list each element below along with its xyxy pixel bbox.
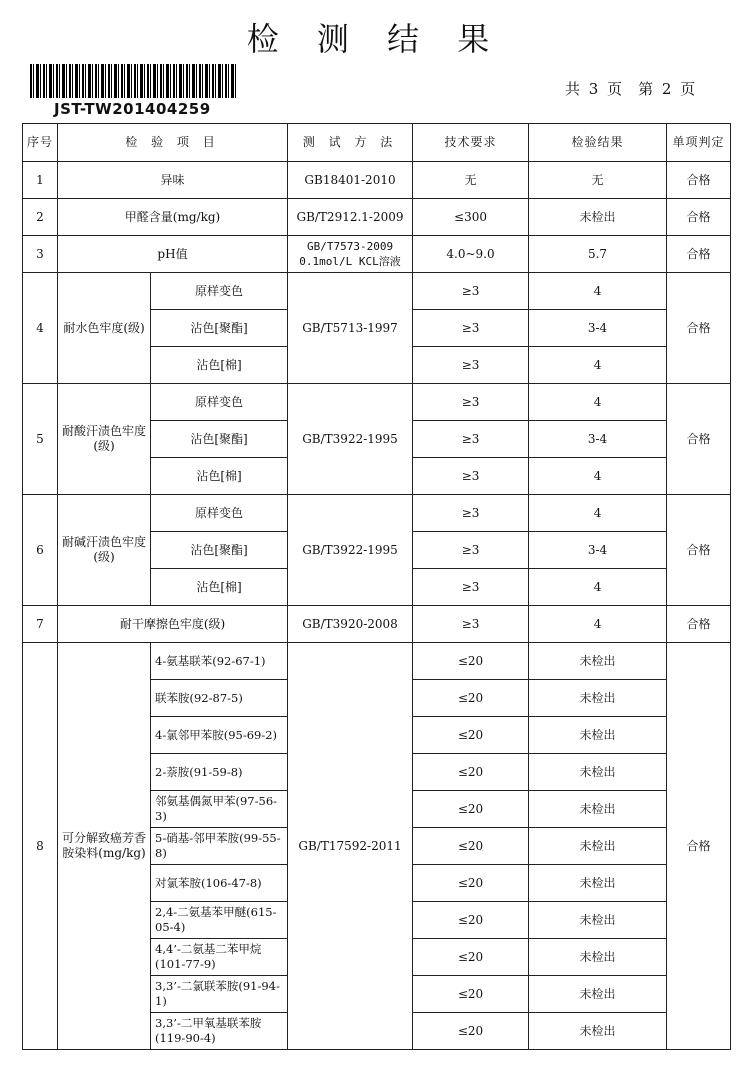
sub-result: 未检出 bbox=[529, 717, 667, 754]
sub-result: 未检出 bbox=[529, 902, 667, 939]
group-method: GB/T5713-1997 bbox=[288, 273, 413, 384]
group-item: 耐碱汗渍色牢度(级) bbox=[58, 495, 151, 606]
row-method bbox=[288, 236, 413, 273]
results-table bbox=[22, 123, 731, 1050]
table-header-row bbox=[23, 124, 731, 162]
sub-item: 沾色[聚酯] bbox=[151, 532, 288, 569]
sub-item: 沾色[聚酯] bbox=[151, 310, 288, 347]
sub-result: 未检出 bbox=[529, 828, 667, 865]
sub-result: 3-4 bbox=[529, 532, 667, 569]
page-indicator bbox=[565, 78, 697, 99]
group-verdict: 合格 bbox=[667, 384, 731, 495]
sub-item: 沾色[棉] bbox=[151, 458, 288, 495]
sub-result: 未检出 bbox=[529, 1013, 667, 1050]
group-no: 4 bbox=[23, 273, 58, 384]
sub-requirement: ≤20 bbox=[413, 828, 529, 865]
row-verdict: 合格 bbox=[667, 606, 731, 643]
table-row bbox=[23, 199, 731, 236]
row-method: GB/T2912.1-2009 bbox=[288, 199, 413, 236]
dye-item: 2-萘胺(91-59-8) bbox=[151, 754, 288, 791]
group-no: 6 bbox=[23, 495, 58, 606]
sub-result: 3-4 bbox=[529, 421, 667, 458]
sub-requirement: ≤20 bbox=[413, 902, 529, 939]
row-no: 2 bbox=[23, 199, 58, 236]
dye-item: 5-硝基-邻甲苯胺(99-55-8) bbox=[151, 828, 288, 865]
row-item: 异味 bbox=[58, 162, 288, 199]
sub-requirement: ≥3 bbox=[413, 347, 529, 384]
sub-item: 沾色[棉] bbox=[151, 347, 288, 384]
sub-result: 未检出 bbox=[529, 791, 667, 828]
table-row bbox=[23, 162, 731, 199]
row-requirement: 无 bbox=[413, 162, 529, 199]
row-item: pH值 bbox=[58, 236, 288, 273]
sub-result: 3-4 bbox=[529, 310, 667, 347]
dye-item: 4-氯邻甲苯胺(95-69-2) bbox=[151, 717, 288, 754]
sub-item: 沾色[棉] bbox=[151, 569, 288, 606]
sub-result: 未检出 bbox=[529, 939, 667, 976]
sub-result: 4 bbox=[529, 569, 667, 606]
row-method: GB18401-2010 bbox=[288, 162, 413, 199]
sub-result: 未检出 bbox=[529, 680, 667, 717]
report-number: JST-TW201404259 bbox=[54, 100, 211, 118]
group-method: GB/T17592-2011 bbox=[288, 643, 413, 1050]
col-header-no: 序号 bbox=[23, 124, 58, 162]
sub-requirement: ≤20 bbox=[413, 976, 529, 1013]
sub-result: 4 bbox=[529, 384, 667, 421]
row-result: 无 bbox=[529, 162, 667, 199]
sub-requirement: ≤20 bbox=[413, 865, 529, 902]
sub-requirement: ≤20 bbox=[413, 754, 529, 791]
sub-item: 原样变色 bbox=[151, 495, 288, 532]
row-item: 甲醛含量(mg/kg) bbox=[58, 199, 288, 236]
group-item: 耐酸汗渍色牢度(级) bbox=[58, 384, 151, 495]
table-row bbox=[23, 384, 731, 421]
group-item: 耐水色牢度(级) bbox=[58, 273, 151, 384]
sub-result: 未检出 bbox=[529, 865, 667, 902]
col-header-verdict: 单项判定 bbox=[667, 124, 731, 162]
sub-requirement: ≥3 bbox=[413, 569, 529, 606]
sub-result: 4 bbox=[529, 495, 667, 532]
row-no: 1 bbox=[23, 162, 58, 199]
sub-requirement: ≤20 bbox=[413, 680, 529, 717]
sub-requirement: ≥3 bbox=[413, 310, 529, 347]
sub-item: 原样变色 bbox=[151, 273, 288, 310]
dye-item: 联苯胺(92-87-5) bbox=[151, 680, 288, 717]
sub-requirement: ≥3 bbox=[413, 421, 529, 458]
table-row bbox=[23, 236, 731, 273]
row-method: GB/T3920-2008 bbox=[288, 606, 413, 643]
group-no: 5 bbox=[23, 384, 58, 495]
dye-item: 3,3’-二氯联苯胺(91-94-1) bbox=[151, 976, 288, 1013]
sub-result: 4 bbox=[529, 458, 667, 495]
sub-requirement: ≤20 bbox=[413, 791, 529, 828]
sub-requirement: ≥3 bbox=[413, 384, 529, 421]
row-verdict: 合格 bbox=[667, 236, 731, 273]
sub-item: 沾色[聚酯] bbox=[151, 421, 288, 458]
dye-item: 2,4-二氨基苯甲醚(615-05-4) bbox=[151, 902, 288, 939]
group-verdict: 合格 bbox=[667, 495, 731, 606]
row-result: 5.7 bbox=[529, 236, 667, 273]
dye-item: 对氯苯胺(106-47-8) bbox=[151, 865, 288, 902]
page-title: 检 测 结 果 bbox=[246, 20, 504, 58]
row-no: 3 bbox=[23, 236, 58, 273]
table-row bbox=[23, 606, 731, 643]
table-row bbox=[23, 273, 731, 310]
dye-item: 3,3’-二甲氧基联苯胺(119-90-4) bbox=[151, 1013, 288, 1050]
method-line-1: GB/T7573-2009 bbox=[306, 240, 394, 253]
sub-result: 4 bbox=[529, 273, 667, 310]
group-verdict: 合格 bbox=[667, 643, 731, 1050]
group-method: GB/T3922-1995 bbox=[288, 495, 413, 606]
row-verdict: 合格 bbox=[667, 162, 731, 199]
sub-result: 未检出 bbox=[529, 643, 667, 680]
row-no: 7 bbox=[23, 606, 58, 643]
sub-result: 未检出 bbox=[529, 754, 667, 791]
row-requirement: 4.0~9.0 bbox=[413, 236, 529, 273]
group-verdict: 合格 bbox=[667, 273, 731, 384]
sub-requirement: ≥3 bbox=[413, 532, 529, 569]
sub-requirement: ≤20 bbox=[413, 939, 529, 976]
row-requirement: ≤300 bbox=[413, 199, 529, 236]
sub-requirement: ≥3 bbox=[413, 495, 529, 532]
row-item: 耐干摩擦色牢度(级) bbox=[58, 606, 288, 643]
dye-item: 4,4’-二氨基二苯甲烷(101-77-9) bbox=[151, 939, 288, 976]
page-current: 第 2 页 bbox=[638, 80, 698, 98]
col-header-result: 检验结果 bbox=[529, 124, 667, 162]
sub-requirement: ≥3 bbox=[413, 273, 529, 310]
row-verdict: 合格 bbox=[667, 199, 731, 236]
sub-item: 原样变色 bbox=[151, 384, 288, 421]
group-item: 可分解致癌芳香胺染料(mg/kg) bbox=[58, 643, 151, 1050]
sub-requirement: ≤20 bbox=[413, 1013, 529, 1050]
barcode-image bbox=[30, 64, 236, 98]
table-row bbox=[23, 495, 731, 532]
group-no: 8 bbox=[23, 643, 58, 1050]
dye-item: 4-氨基联苯(92-67-1) bbox=[151, 643, 288, 680]
col-header-item: 检 验 项 目 bbox=[58, 124, 288, 162]
sub-requirement: ≥3 bbox=[413, 458, 529, 495]
method-line-2: 0.1mol/L KCL溶液 bbox=[299, 255, 401, 268]
sub-requirement: ≤20 bbox=[413, 643, 529, 680]
group-method: GB/T3922-1995 bbox=[288, 384, 413, 495]
row-result: 未检出 bbox=[529, 199, 667, 236]
table-row bbox=[23, 643, 731, 680]
col-header-requirement: 技术要求 bbox=[413, 124, 529, 162]
col-header-method: 测 试 方 法 bbox=[288, 124, 413, 162]
row-requirement: ≥3 bbox=[413, 606, 529, 643]
sub-result: 未检出 bbox=[529, 976, 667, 1013]
row-result: 4 bbox=[529, 606, 667, 643]
dye-item: 邻氨基偶氮甲苯(97-56-3) bbox=[151, 791, 288, 828]
page-total: 共 3 页 bbox=[565, 80, 625, 98]
sub-result: 4 bbox=[529, 347, 667, 384]
sub-requirement: ≤20 bbox=[413, 717, 529, 754]
